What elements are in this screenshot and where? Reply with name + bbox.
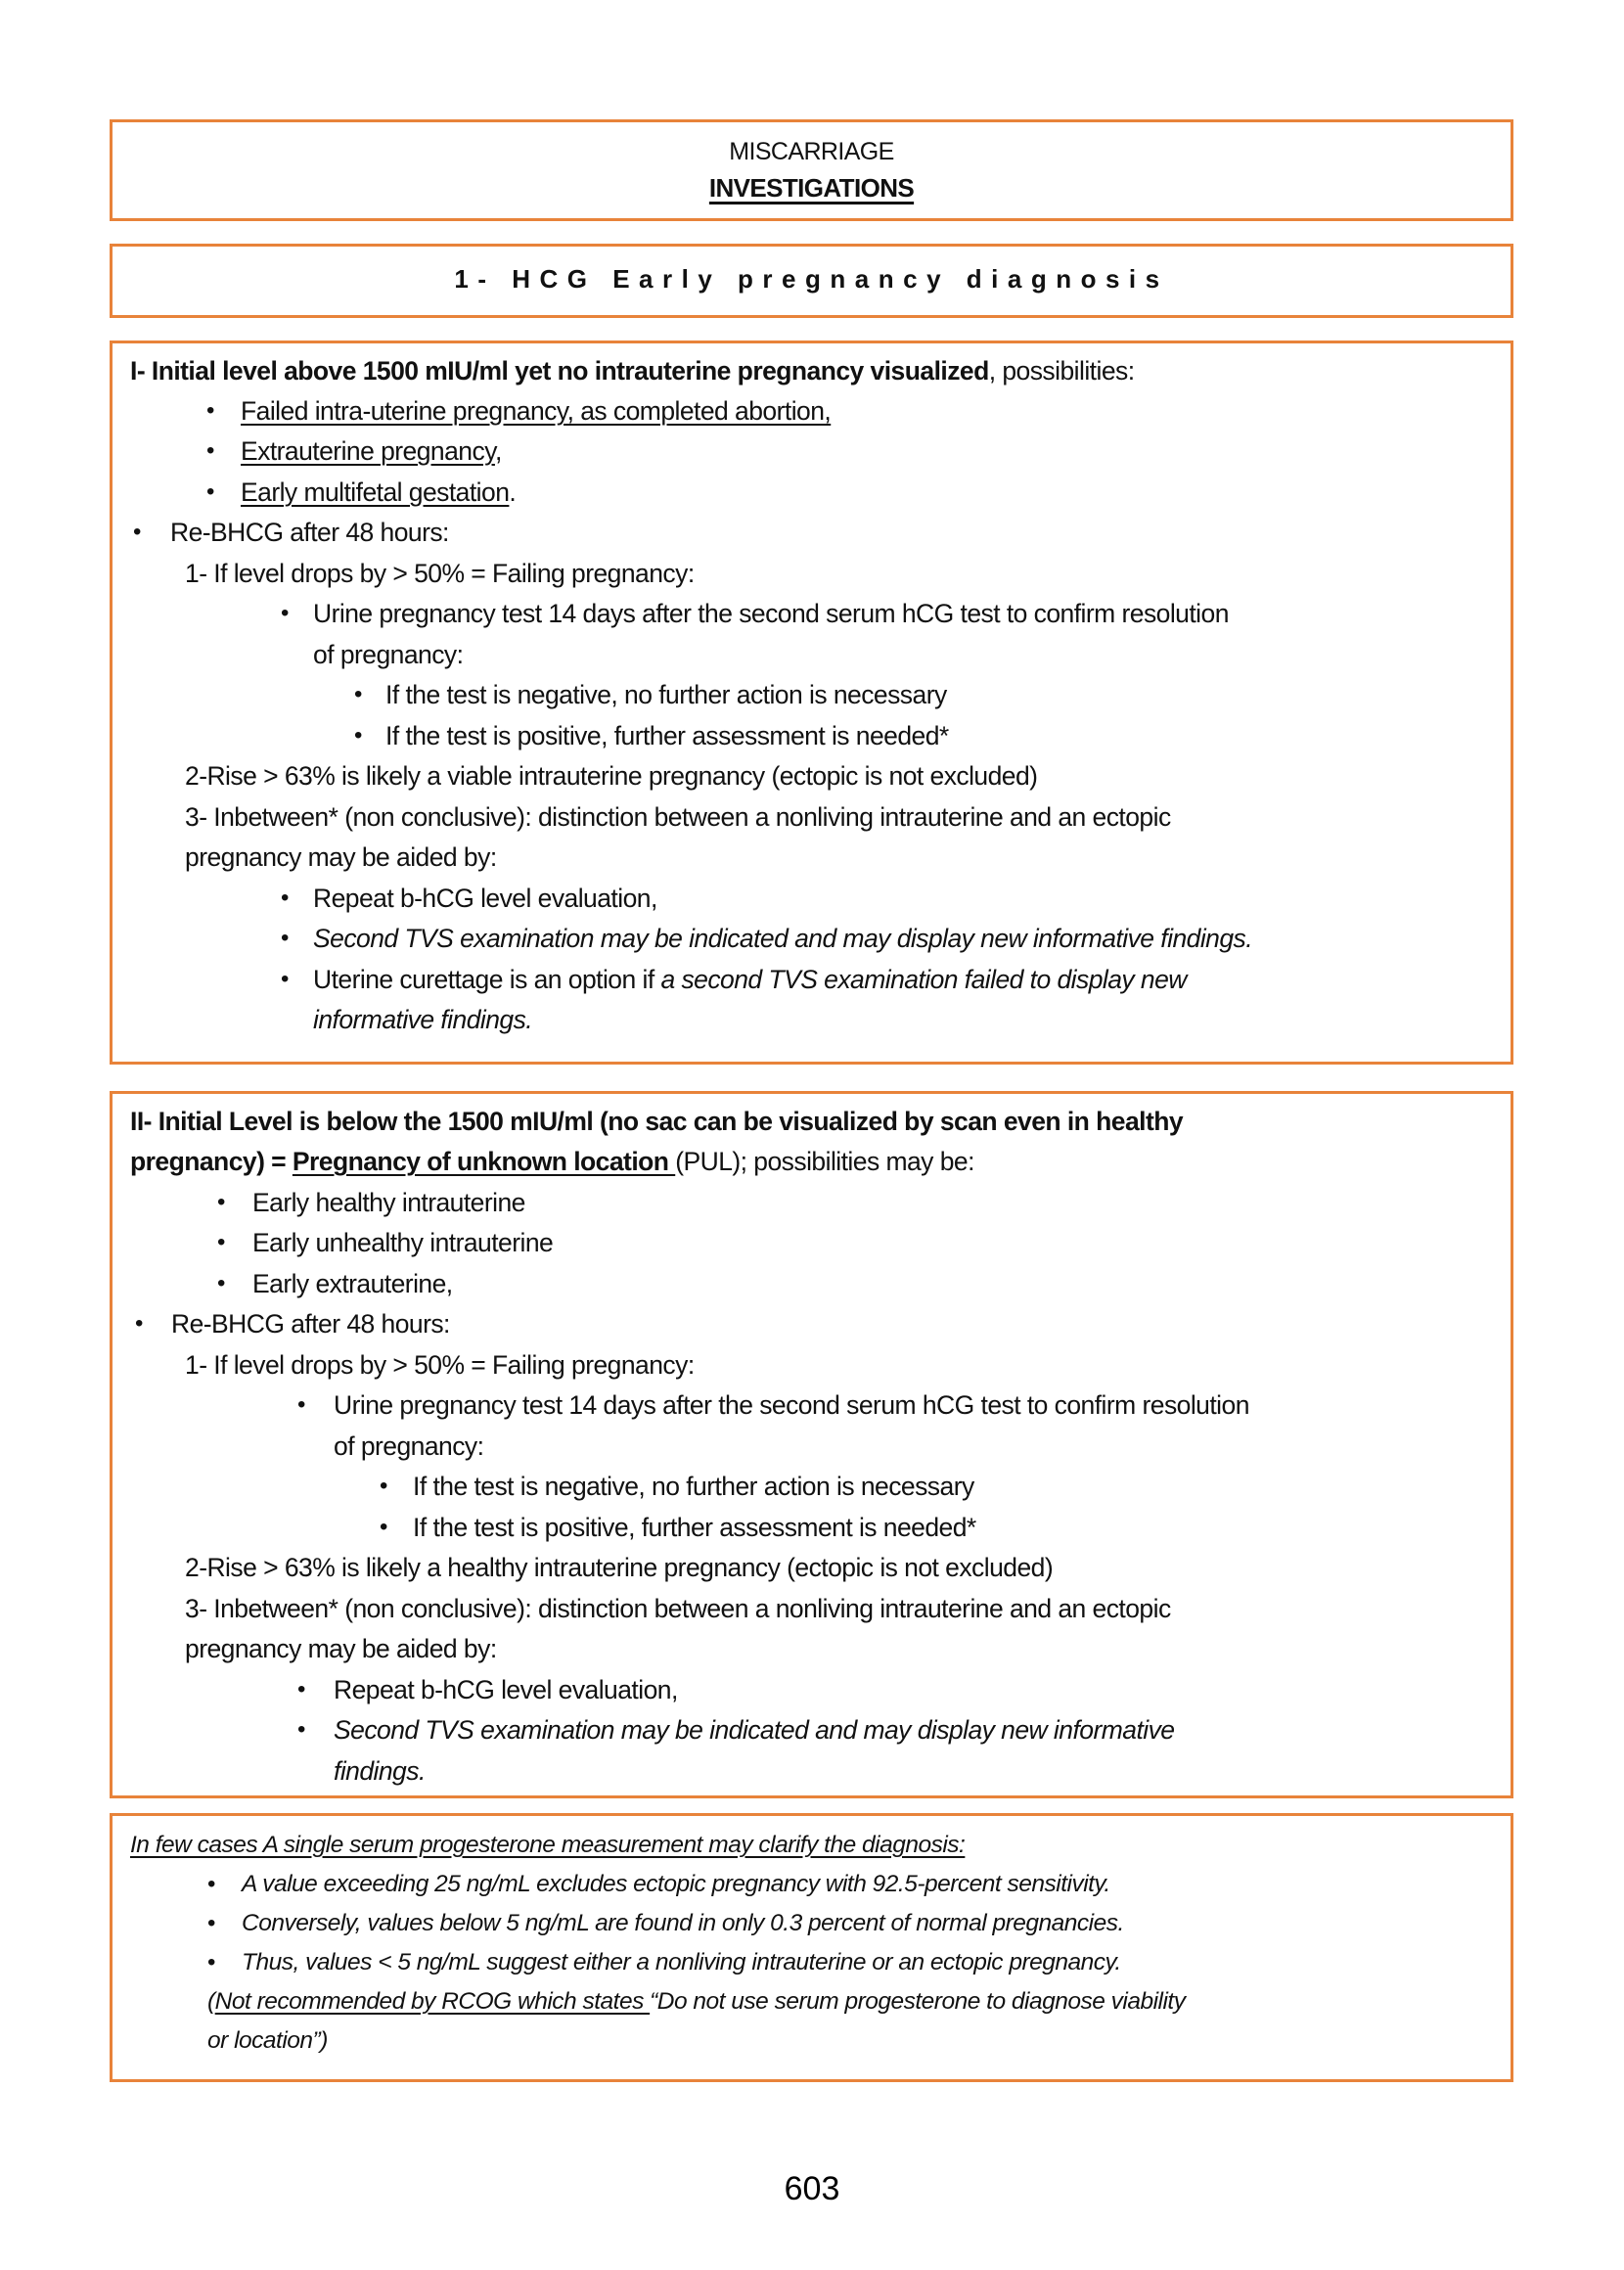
section-two-box — [110, 1091, 1513, 1798]
aid-curettage-text: Uterine curettage is an option if — [313, 965, 661, 994]
bullet-icon: • — [281, 966, 290, 992]
step-2: 2-Rise > 63% is likely a viable intrauterine pregnancy (ectopic is not excluded) — [185, 761, 1038, 791]
rebhcg-item: Re-BHCG after 48 hours: — [170, 518, 449, 547]
bullet-icon: • — [297, 1391, 306, 1418]
aid-tvs-line-2: findings. — [334, 1756, 426, 1786]
bullet-icon: • — [206, 478, 215, 505]
bullet-icon: • — [217, 1270, 226, 1296]
bullet-icon: • — [281, 885, 290, 911]
heading-bold: I- Initial level above 1500 mIU/ml yet no intrauterine pregnancy visualized — [130, 356, 989, 386]
possibility-text: Early multifetal gestation — [241, 477, 510, 507]
possibility-text: Failed intra-uterine pregnancy, as completed abortion, — [241, 396, 832, 426]
bullet-icon: • — [297, 1676, 306, 1702]
bullet-icon: • — [297, 1716, 306, 1743]
possibility-item: Early unhealthy intrauterine — [252, 1228, 554, 1257]
progesterone-intro: In few cases A single serum progesterone measurement may clarify the diagnosis: — [130, 1832, 966, 1858]
bullet-icon: • — [281, 600, 290, 626]
positive-result: If the test is positive, further assessment is needed* — [413, 1513, 976, 1542]
possibility-item: Early healthy intrauterine — [252, 1188, 525, 1217]
possibility-item — [241, 435, 502, 467]
page-number: 603 — [784, 2170, 840, 2207]
step-1: 1- If level drops by > 50% = Failing pregnancy: — [185, 559, 695, 588]
heading-bold: pregnancy) = — [130, 1147, 293, 1176]
section-title: 1- HCG Early pregnancy diagnosis — [454, 264, 1169, 294]
aid-curettage-line-2: informative findings. — [313, 1005, 533, 1034]
step-2: 2-Rise > 63% is likely a healthy intrauterine pregnancy (ectopic is not excluded) — [185, 1553, 1054, 1582]
bullet-icon: • — [217, 1229, 226, 1255]
aid-repeat: Repeat b-hCG level evaluation, — [313, 884, 657, 913]
bullet-icon: • — [133, 519, 142, 545]
urine-test-line-1: Urine pregnancy test 14 days after the second serum hCG test to confirm resolution — [313, 599, 1229, 628]
progesterone-point: Conversely, values below 5 ng/mL are found in only 0.3 percent of normal pregnancies. — [242, 1910, 1124, 1936]
bullet-icon: • — [380, 1514, 388, 1540]
chapter-title: MISCARRIAGE — [729, 138, 894, 165]
bullet-icon: • — [380, 1473, 388, 1499]
negative-result: If the test is negative, no further action is necessary — [385, 680, 947, 709]
section-two-heading-line-1: II- Initial Level is below the 1500 mIU/ml (no sac can be visualized by scan even in healthy — [130, 1107, 1184, 1136]
page-heading-text: INVESTIGATIONS — [708, 173, 915, 203]
bullet-icon: • — [354, 722, 363, 749]
bullet-icon: • — [207, 1871, 216, 1897]
rcog-quote: “Do not use serum progesterone to diagnose viability — [650, 1988, 1186, 2015]
possibility-item — [241, 477, 516, 508]
rcog-note-line-2: or location”) — [207, 2027, 328, 2054]
bullet-icon: • — [206, 437, 215, 464]
section-one-box — [110, 340, 1513, 1065]
step-1: 1- If level drops by > 50% = Failing pregnancy: — [185, 1350, 695, 1380]
heading-rest: , possibilities: — [988, 356, 1135, 386]
section-two-heading-line-2 — [130, 1146, 974, 1177]
bullet-icon: • — [207, 1910, 216, 1936]
rcog-note-line-1 — [207, 1986, 1185, 2018]
urine-test-line-2: of pregnancy: — [334, 1431, 484, 1461]
urine-test-line-2: of pregnancy: — [313, 640, 464, 669]
possibility-item — [241, 395, 831, 427]
pul-term: Pregnancy of unknown location — [292, 1147, 676, 1176]
step-3-line-2: pregnancy may be aided by: — [185, 842, 497, 872]
title-box — [110, 119, 1513, 221]
possibility-text: Extrauterine pregnancy — [241, 436, 495, 466]
possibility-trail: . — [509, 477, 517, 507]
bullet-icon: • — [281, 925, 290, 951]
progesterone-point: A value exceeding 25 ng/mL excludes ectopic pregnancy with 92.5-percent sensitivity. — [242, 1871, 1110, 1897]
aid-tvs: Second TVS examination may be indicated and may display new informative findings. — [313, 924, 1253, 953]
negative-result: If the test is negative, no further action is necessary — [413, 1472, 974, 1501]
urine-test-line-1: Urine pregnancy test 14 days after the second serum hCG test to confirm resolution — [334, 1390, 1249, 1420]
rcog-statement: Not recommended by RCOG which states — [214, 1988, 651, 2015]
bullet-icon: • — [135, 1310, 144, 1337]
bullet-icon: • — [217, 1189, 226, 1215]
step-3-line-1: 3- Inbetween* (non conclusive): distinction between a nonliving intrauterine and an ectopic — [185, 802, 1171, 832]
bullet-icon: • — [354, 681, 363, 707]
bullet-icon: • — [207, 1949, 216, 1975]
section-title-box — [110, 244, 1513, 318]
page-heading — [113, 173, 1511, 204]
aid-repeat: Repeat b-hCG level evaluation, — [334, 1675, 678, 1704]
step-3-line-1: 3- Inbetween* (non conclusive): distinction between a nonliving intrauterine and an ectopic — [185, 1594, 1171, 1623]
bullet-icon: • — [206, 397, 215, 424]
possibility-item: Early extrauterine, — [252, 1269, 453, 1298]
heading-rest: (PUL); possibilities may be: — [675, 1147, 974, 1176]
aid-curettage-italic: a second TVS examination failed to display new — [660, 965, 1187, 994]
step-3-line-2: pregnancy may be aided by: — [185, 1634, 497, 1663]
positive-result: If the test is positive, further assessment is needed* — [385, 721, 949, 750]
rcog-paren: ( — [207, 1988, 215, 2015]
aid-tvs-line-1: Second TVS examination may be indicated and may display new informative — [334, 1715, 1175, 1745]
section-one-heading — [130, 355, 1135, 386]
progesterone-point: Thus, values < 5 ng/mL suggest either a nonliving intrauterine or an ectopic pregnancy. — [242, 1949, 1121, 1975]
rebhcg-item: Re-BHCG after 48 hours: — [171, 1309, 450, 1339]
progesterone-note-box — [110, 1813, 1513, 2082]
aid-curettage-line-1 — [313, 964, 1187, 995]
possibility-trail: , — [494, 436, 502, 466]
